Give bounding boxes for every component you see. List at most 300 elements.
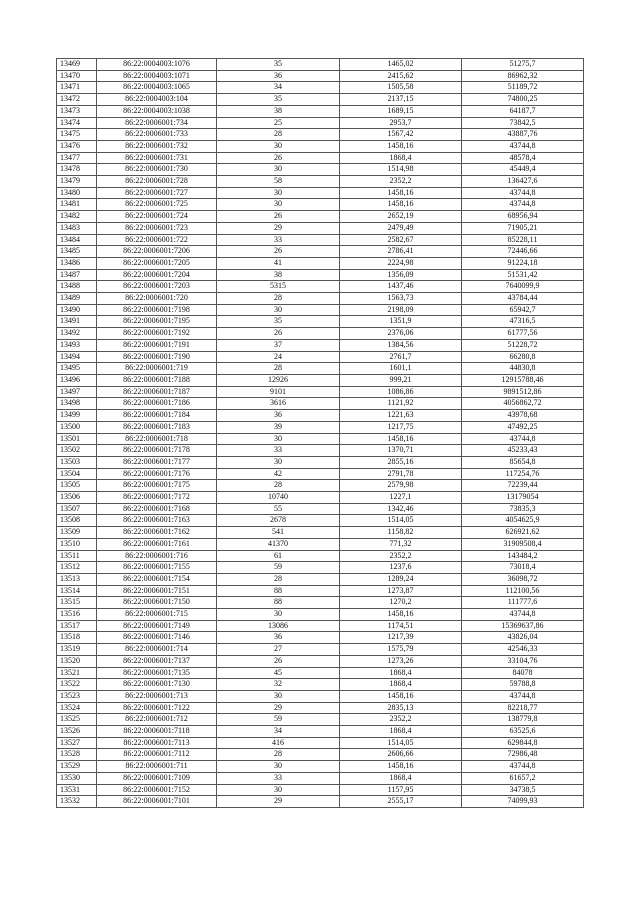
area-cell: 28 — [217, 749, 340, 761]
cadastral-number-cell: 86:22:0006001:7118 — [97, 726, 217, 738]
row-number-cell: 13495 — [57, 363, 97, 375]
specific-value-cell: 1458,16 — [340, 140, 462, 152]
cadastral-value-cell: 43744,8 — [462, 140, 584, 152]
row-number-cell: 13530 — [57, 772, 97, 784]
area-cell: 29 — [217, 702, 340, 714]
cadastral-value-cell: 111777,6 — [462, 597, 584, 609]
cadastral-value-cell: 71905,21 — [462, 222, 584, 234]
cadastral-value-cell: 72986,48 — [462, 749, 584, 761]
cadastral-number-cell: 86:22:0004003:1076 — [97, 59, 217, 71]
cadastral-number-cell: 86:22:0006001:725 — [97, 199, 217, 211]
row-number-cell: 13520 — [57, 655, 97, 667]
specific-value-cell: 2555,17 — [340, 796, 462, 808]
table-row — [57, 234, 584, 246]
area-cell: 30 — [217, 433, 340, 445]
specific-value-cell: 1514,98 — [340, 164, 462, 176]
cadastral-number-cell: 86:22:0006001:7122 — [97, 702, 217, 714]
area-cell: 30 — [217, 164, 340, 176]
area-cell: 37 — [217, 339, 340, 351]
cadastral-number-cell: 86:22:0006001:716 — [97, 550, 217, 562]
area-cell: 61 — [217, 550, 340, 562]
specific-value-cell: 1437,46 — [340, 281, 462, 293]
cadastral-number-cell: 86:22:0006001:7152 — [97, 784, 217, 796]
specific-value-cell: 1458,16 — [340, 609, 462, 621]
table-row — [57, 655, 584, 667]
specific-value-cell: 2579,98 — [340, 480, 462, 492]
cadastral-value-cell: 51228,72 — [462, 339, 584, 351]
cadastral-number-cell: 86:22:0006001:7204 — [97, 269, 217, 281]
row-number-cell: 13526 — [57, 726, 97, 738]
table-row — [57, 433, 584, 445]
cadastral-number-cell: 86:22:0006001:713 — [97, 690, 217, 702]
cadastral-number-cell: 86:22:0006001:7188 — [97, 374, 217, 386]
specific-value-cell: 1356,09 — [340, 269, 462, 281]
area-cell: 36 — [217, 632, 340, 644]
specific-value-cell: 2953,7 — [340, 117, 462, 129]
cadastral-value-cell: 43978,68 — [462, 410, 584, 422]
table-row — [57, 761, 584, 773]
cadastral-value-cell: 43744,8 — [462, 609, 584, 621]
specific-value-cell: 1227,1 — [340, 492, 462, 504]
row-number-cell: 13503 — [57, 456, 97, 468]
row-number-cell: 13529 — [57, 761, 97, 773]
cadastral-number-cell: 86:22:0006001:7172 — [97, 492, 217, 504]
table-row — [57, 772, 584, 784]
table-row — [57, 82, 584, 94]
cadastral-value-cell: 629844,8 — [462, 737, 584, 749]
specific-value-cell: 1868,4 — [340, 667, 462, 679]
table-row — [57, 304, 584, 316]
area-cell: 41370 — [217, 538, 340, 550]
cadastral-number-cell: 86:22:0006001:7154 — [97, 573, 217, 585]
cadastral-number-cell: 86:22:0006001:7109 — [97, 772, 217, 784]
cadastral-number-cell: 86:22:0006001:714 — [97, 644, 217, 656]
row-number-cell: 13498 — [57, 398, 97, 410]
row-number-cell: 13496 — [57, 374, 97, 386]
specific-value-cell: 2791,78 — [340, 468, 462, 480]
specific-value-cell: 1868,4 — [340, 772, 462, 784]
cadastral-value-cell: 43744,8 — [462, 187, 584, 199]
area-cell: 39 — [217, 421, 340, 433]
table-row — [57, 620, 584, 632]
area-cell: 26 — [217, 211, 340, 223]
area-cell: 13086 — [217, 620, 340, 632]
row-number-cell: 13481 — [57, 199, 97, 211]
cadastral-number-cell: 86:22:0006001:7191 — [97, 339, 217, 351]
area-cell: 541 — [217, 527, 340, 539]
cadastral-number-cell: 86:22:0006001:728 — [97, 176, 217, 188]
area-cell: 38 — [217, 105, 340, 117]
table-row — [57, 503, 584, 515]
specific-value-cell: 999,21 — [340, 374, 462, 386]
area-cell: 38 — [217, 269, 340, 281]
area-cell: 5315 — [217, 281, 340, 293]
area-cell: 30 — [217, 140, 340, 152]
cadastral-number-cell: 86:22:0006001:7186 — [97, 398, 217, 410]
row-number-cell: 13502 — [57, 445, 97, 457]
specific-value-cell: 1689,15 — [340, 105, 462, 117]
table-row — [57, 714, 584, 726]
cadastral-number-cell: 86:22:0006001:7177 — [97, 456, 217, 468]
table-row — [57, 269, 584, 281]
specific-value-cell: 771,32 — [340, 538, 462, 550]
row-number-cell: 13501 — [57, 433, 97, 445]
specific-value-cell: 1458,16 — [340, 187, 462, 199]
row-number-cell: 13479 — [57, 176, 97, 188]
row-number-cell: 13491 — [57, 316, 97, 328]
cadastral-number-cell: 86:22:0006001:730 — [97, 164, 217, 176]
table-row — [57, 562, 584, 574]
area-cell: 28 — [217, 129, 340, 141]
cadastral-number-cell: 86:22:0006001:7155 — [97, 562, 217, 574]
table-row — [57, 293, 584, 305]
row-number-cell: 13506 — [57, 492, 97, 504]
specific-value-cell: 1505,58 — [340, 82, 462, 94]
area-cell: 29 — [217, 222, 340, 234]
row-number-cell: 13511 — [57, 550, 97, 562]
specific-value-cell: 2224,98 — [340, 257, 462, 269]
cadastral-number-cell: 86:22:0006001:7190 — [97, 351, 217, 363]
area-cell: 26 — [217, 655, 340, 667]
specific-value-cell: 2415,62 — [340, 70, 462, 82]
table-row — [57, 410, 584, 422]
cadastral-value-cell: 86962,32 — [462, 70, 584, 82]
table-row — [57, 257, 584, 269]
cadastral-value-cell: 45233,43 — [462, 445, 584, 457]
area-cell: 59 — [217, 562, 340, 574]
cadastral-value-cell: 136427,6 — [462, 176, 584, 188]
row-number-cell: 13532 — [57, 796, 97, 808]
row-number-cell: 13500 — [57, 421, 97, 433]
row-number-cell: 13494 — [57, 351, 97, 363]
cadastral-value-cell: 34738,5 — [462, 784, 584, 796]
cadastral-value-cell: 47316,5 — [462, 316, 584, 328]
row-number-cell: 13504 — [57, 468, 97, 480]
area-cell: 45 — [217, 667, 340, 679]
table-row — [57, 351, 584, 363]
cadastral-value-cell: 68956,94 — [462, 211, 584, 223]
cadastral-value-cell: 112100,56 — [462, 585, 584, 597]
cadastral-number-cell: 86:22:0006001:724 — [97, 211, 217, 223]
table-row — [57, 784, 584, 796]
cadastral-value-cell: 64187,7 — [462, 105, 584, 117]
cadastral-number-cell: 86:22:0006001:720 — [97, 293, 217, 305]
cadastral-value-cell: 43826,04 — [462, 632, 584, 644]
specific-value-cell: 1458,16 — [340, 199, 462, 211]
table-row — [57, 211, 584, 223]
row-number-cell: 13484 — [57, 234, 97, 246]
cadastral-number-cell: 86:22:0006001:7146 — [97, 632, 217, 644]
cadastral-number-cell: 86:22:0006001:7203 — [97, 281, 217, 293]
area-cell: 33 — [217, 234, 340, 246]
cadastral-number-cell: 86:22:0004003:104 — [97, 94, 217, 106]
area-cell: 35 — [217, 59, 340, 71]
cadastral-value-cell: 13179054 — [462, 492, 584, 504]
cadastral-value-cell: 9891512,86 — [462, 386, 584, 398]
table-row — [57, 445, 584, 457]
cadastral-value-cell: 43744,8 — [462, 433, 584, 445]
specific-value-cell: 1221,63 — [340, 410, 462, 422]
area-cell: 30 — [217, 199, 340, 211]
specific-value-cell: 2376,06 — [340, 328, 462, 340]
row-number-cell: 13477 — [57, 152, 97, 164]
cadastral-number-cell: 86:22:0006001:7192 — [97, 328, 217, 340]
cadastral-number-cell: 86:22:0006001:711 — [97, 761, 217, 773]
specific-value-cell: 2479,49 — [340, 222, 462, 234]
area-cell: 35 — [217, 94, 340, 106]
table-row — [57, 339, 584, 351]
cadastral-value-cell: 91224,18 — [462, 257, 584, 269]
specific-value-cell: 1458,16 — [340, 433, 462, 445]
area-cell: 28 — [217, 480, 340, 492]
row-number-cell: 13493 — [57, 339, 97, 351]
table-row — [57, 456, 584, 468]
cadastral-number-cell: 86:22:0006001:7195 — [97, 316, 217, 328]
row-number-cell: 13522 — [57, 679, 97, 691]
cadastral-value-cell: 61657,2 — [462, 772, 584, 784]
row-number-cell: 13473 — [57, 105, 97, 117]
row-number-cell: 13521 — [57, 667, 97, 679]
cadastral-number-cell: 86:22:0004003:1038 — [97, 105, 217, 117]
table-row — [57, 374, 584, 386]
cadastral-value-cell: 85228,11 — [462, 234, 584, 246]
specific-value-cell: 1217,39 — [340, 632, 462, 644]
row-number-cell: 13475 — [57, 129, 97, 141]
table-body — [57, 59, 584, 808]
cadastral-number-cell: 86:22:0006001:712 — [97, 714, 217, 726]
cadastral-value-cell: 626921,62 — [462, 527, 584, 539]
row-number-cell: 13485 — [57, 246, 97, 258]
area-cell: 30 — [217, 187, 340, 199]
specific-value-cell: 2582,67 — [340, 234, 462, 246]
area-cell: 30 — [217, 784, 340, 796]
area-cell: 2678 — [217, 515, 340, 527]
cadastral-number-cell: 86:22:0006001:733 — [97, 129, 217, 141]
cadastral-value-cell: 74099,93 — [462, 796, 584, 808]
row-number-cell: 13509 — [57, 527, 97, 539]
table-row — [57, 386, 584, 398]
table-row — [57, 328, 584, 340]
cadastral-value-cell: 73835,3 — [462, 503, 584, 515]
cadastral-number-cell: 86:22:0006001:7162 — [97, 527, 217, 539]
area-cell: 34 — [217, 82, 340, 94]
area-cell: 30 — [217, 609, 340, 621]
row-number-cell: 13518 — [57, 632, 97, 644]
area-cell: 88 — [217, 597, 340, 609]
row-number-cell: 13513 — [57, 573, 97, 585]
area-cell: 416 — [217, 737, 340, 749]
table-row — [57, 690, 584, 702]
area-cell: 12926 — [217, 374, 340, 386]
cadastral-value-cell: 85654,8 — [462, 456, 584, 468]
table-row — [57, 737, 584, 749]
cadastral-number-cell: 86:22:0006001:7183 — [97, 421, 217, 433]
table-row — [57, 550, 584, 562]
specific-value-cell: 1384,56 — [340, 339, 462, 351]
cadastral-value-cell: 48578,4 — [462, 152, 584, 164]
area-cell: 25 — [217, 117, 340, 129]
specific-value-cell: 2761,7 — [340, 351, 462, 363]
cadastral-value-cell: 63525,6 — [462, 726, 584, 738]
cadastral-value-cell: 82218,77 — [462, 702, 584, 714]
area-cell: 32 — [217, 679, 340, 691]
specific-value-cell: 1086,86 — [340, 386, 462, 398]
row-number-cell: 13480 — [57, 187, 97, 199]
table-row — [57, 140, 584, 152]
row-number-cell: 13483 — [57, 222, 97, 234]
table-row — [57, 222, 584, 234]
cadastral-number-cell: 86:22:0006001:7187 — [97, 386, 217, 398]
specific-value-cell: 1158,82 — [340, 527, 462, 539]
row-number-cell: 13486 — [57, 257, 97, 269]
row-number-cell: 13488 — [57, 281, 97, 293]
specific-value-cell: 1575,79 — [340, 644, 462, 656]
row-number-cell: 13519 — [57, 644, 97, 656]
table-row — [57, 609, 584, 621]
specific-value-cell: 2352,2 — [340, 550, 462, 562]
cadastral-number-cell: 86:22:0006001:7176 — [97, 468, 217, 480]
cadastral-value-table — [56, 58, 584, 808]
cadastral-number-cell: 86:22:0006001:7198 — [97, 304, 217, 316]
cadastral-value-cell: 84078 — [462, 667, 584, 679]
row-number-cell: 13490 — [57, 304, 97, 316]
table-row — [57, 726, 584, 738]
cadastral-number-cell: 86:22:0006001:7112 — [97, 749, 217, 761]
cadastral-value-cell: 65942,7 — [462, 304, 584, 316]
specific-value-cell: 1237,6 — [340, 562, 462, 574]
cadastral-number-cell: 86:22:0006001:7168 — [97, 503, 217, 515]
cadastral-value-cell: 72446,66 — [462, 246, 584, 258]
area-cell: 55 — [217, 503, 340, 515]
specific-value-cell: 1514,05 — [340, 737, 462, 749]
cadastral-number-cell: 86:22:0006001:7175 — [97, 480, 217, 492]
table-row — [57, 164, 584, 176]
cadastral-number-cell: 86:22:0006001:7150 — [97, 597, 217, 609]
cadastral-value-cell: 66280,8 — [462, 351, 584, 363]
specific-value-cell: 1563,73 — [340, 293, 462, 305]
cadastral-number-cell: 86:22:0004003:1065 — [97, 82, 217, 94]
specific-value-cell: 1273,87 — [340, 585, 462, 597]
table-row — [57, 117, 584, 129]
specific-value-cell: 1273,26 — [340, 655, 462, 667]
cadastral-number-cell: 86:22:0006001:727 — [97, 187, 217, 199]
table-row — [57, 363, 584, 375]
table-row — [57, 421, 584, 433]
area-cell: 29 — [217, 796, 340, 808]
cadastral-value-cell: 143484,2 — [462, 550, 584, 562]
cadastral-value-cell: 72239,44 — [462, 480, 584, 492]
cadastral-number-cell: 86:22:0006001:7178 — [97, 445, 217, 457]
table-row — [57, 59, 584, 71]
row-number-cell: 13474 — [57, 117, 97, 129]
cadastral-value-cell: 43887,76 — [462, 129, 584, 141]
cadastral-number-cell: 86:22:0006001:715 — [97, 609, 217, 621]
specific-value-cell: 2855,16 — [340, 456, 462, 468]
cadastral-value-cell: 12915788,46 — [462, 374, 584, 386]
area-cell: 30 — [217, 304, 340, 316]
row-number-cell: 13508 — [57, 515, 97, 527]
area-cell: 30 — [217, 690, 340, 702]
cadastral-value-cell: 44830,8 — [462, 363, 584, 375]
specific-value-cell: 1458,16 — [340, 761, 462, 773]
table-row — [57, 749, 584, 761]
cadastral-value-cell: 59788,8 — [462, 679, 584, 691]
area-cell: 33 — [217, 772, 340, 784]
row-number-cell: 13525 — [57, 714, 97, 726]
cadastral-value-cell: 42546,33 — [462, 644, 584, 656]
area-cell: 88 — [217, 585, 340, 597]
cadastral-value-cell: 73018,4 — [462, 562, 584, 574]
area-cell: 36 — [217, 410, 340, 422]
cadastral-number-cell: 86:22:0006001:7206 — [97, 246, 217, 258]
table-row — [57, 480, 584, 492]
specific-value-cell: 1458,16 — [340, 690, 462, 702]
row-number-cell: 13487 — [57, 269, 97, 281]
row-number-cell: 13497 — [57, 386, 97, 398]
cadastral-value-cell: 36098,72 — [462, 573, 584, 585]
cadastral-value-cell: 61777,56 — [462, 328, 584, 340]
table-row — [57, 515, 584, 527]
row-number-cell: 13507 — [57, 503, 97, 515]
cadastral-number-cell: 86:22:0006001:7135 — [97, 667, 217, 679]
table-row — [57, 573, 584, 585]
table-row — [57, 398, 584, 410]
table-row — [57, 281, 584, 293]
cadastral-value-cell: 7640099,9 — [462, 281, 584, 293]
table-row — [57, 644, 584, 656]
cadastral-value-cell: 117254,76 — [462, 468, 584, 480]
specific-value-cell: 1868,4 — [340, 726, 462, 738]
cadastral-value-cell: 43744,8 — [462, 199, 584, 211]
table-row — [57, 468, 584, 480]
row-number-cell: 13528 — [57, 749, 97, 761]
specific-value-cell: 1289,24 — [340, 573, 462, 585]
specific-value-cell: 2786,41 — [340, 246, 462, 258]
row-number-cell: 13489 — [57, 293, 97, 305]
table-row — [57, 105, 584, 117]
table-row — [57, 176, 584, 188]
specific-value-cell: 1270,2 — [340, 597, 462, 609]
area-cell: 58 — [217, 176, 340, 188]
cadastral-number-cell: 86:22:0006001:731 — [97, 152, 217, 164]
row-number-cell: 13478 — [57, 164, 97, 176]
row-number-cell: 13523 — [57, 690, 97, 702]
table-row — [57, 538, 584, 550]
area-cell: 30 — [217, 456, 340, 468]
row-number-cell: 13476 — [57, 140, 97, 152]
row-number-cell: 13469 — [57, 59, 97, 71]
cadastral-number-cell: 86:22:0006001:7161 — [97, 538, 217, 550]
cadastral-number-cell: 86:22:0006001:7163 — [97, 515, 217, 527]
cadastral-number-cell: 86:22:0006001:722 — [97, 234, 217, 246]
table-row — [57, 702, 584, 714]
cadastral-number-cell: 86:22:0006001:719 — [97, 363, 217, 375]
specific-value-cell: 1868,4 — [340, 152, 462, 164]
table-row — [57, 527, 584, 539]
row-number-cell: 13505 — [57, 480, 97, 492]
area-cell: 10740 — [217, 492, 340, 504]
cadastral-value-cell: 138779,8 — [462, 714, 584, 726]
table-row — [57, 70, 584, 82]
area-cell: 34 — [217, 726, 340, 738]
specific-value-cell: 1217,75 — [340, 421, 462, 433]
specific-value-cell: 2835,13 — [340, 702, 462, 714]
row-number-cell: 13492 — [57, 328, 97, 340]
specific-value-cell: 2198,09 — [340, 304, 462, 316]
table-row — [57, 796, 584, 808]
cadastral-value-cell: 73842,5 — [462, 117, 584, 129]
row-number-cell: 13499 — [57, 410, 97, 422]
